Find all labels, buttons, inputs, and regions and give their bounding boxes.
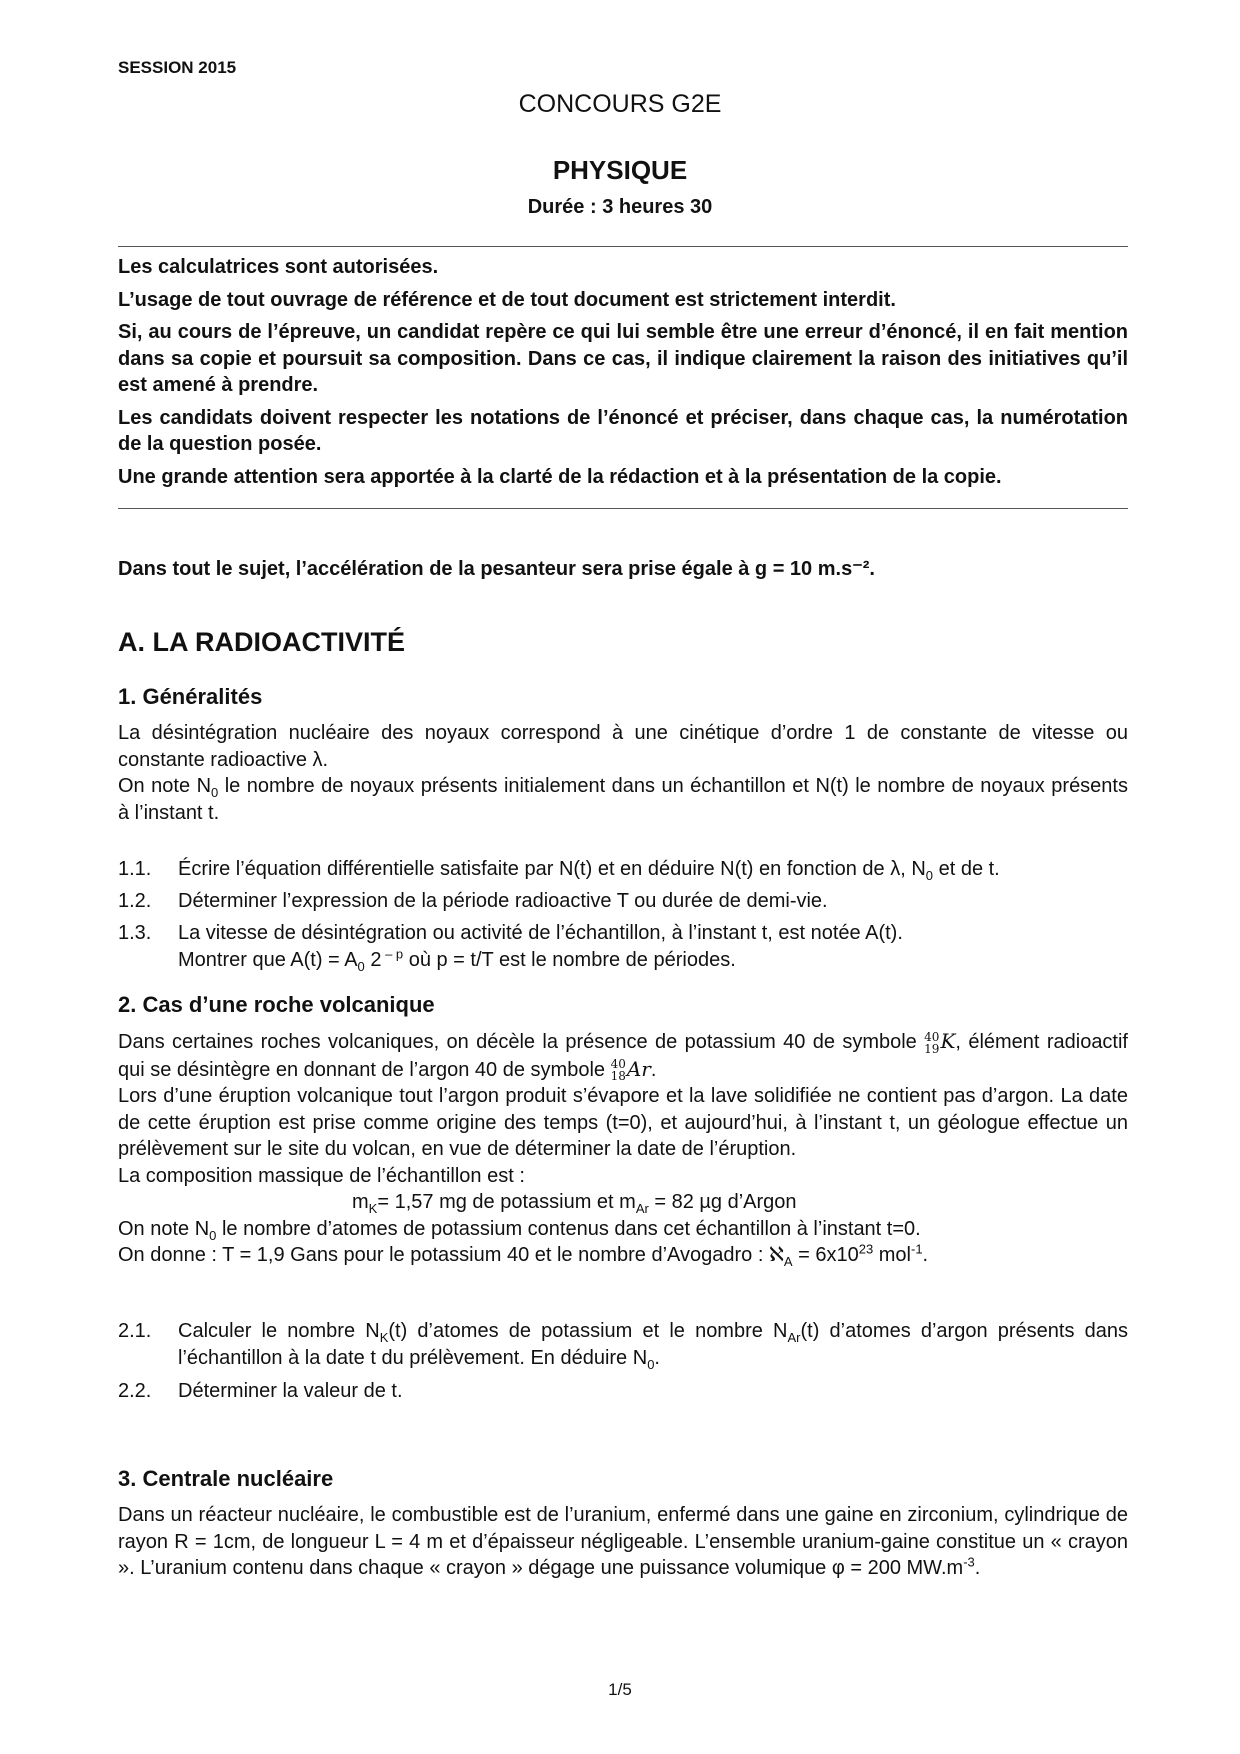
rule-calculators: Les calculatrices sont autorisées.: [118, 256, 439, 278]
question-text: La vitesse de désintégration ou activité de l’échantillon, à l’instant t, est notée A(t). Montrer que $A(t) = A_0$ 2 $^{- p}$ où p = t/T est le nombre de périodes.: [178, 922, 903, 974]
question-2-1: [118, 1318, 1128, 1371]
section-3-title: 3. Centrale nucléaire: [118, 1466, 334, 1491]
concours-title: CONCOURS G2E: [518, 90, 722, 118]
section-2-paragraph-4: On note $N_0$ le nombre d’atomes de potassium contenus dans cet échantillon à l’instant t=0.: [118, 1217, 921, 1243]
page-number: 1/5: [608, 1680, 632, 1699]
question-number: 2.1.: [118, 1320, 152, 1342]
section-2-intro: [118, 1028, 1128, 1269]
section-1-paragraph-1: La désintégration nucléaire des noyaux correspond à une cinétique d’ordre 1 de constante de vitesse ou constante radioactive λ.: [118, 722, 1128, 771]
section-2-paragraph-1: Dans certaines roches volcaniques, on décèle la présence de potassium 40 de symbole 40 19K, élément radioactif qui se désintègre en donnant de l’argon 40 de symbole 40 18Ar.: [118, 1029, 1128, 1083]
question-2-2: [118, 1378, 1128, 1405]
section-3-paragraph-1: Dans un réacteur nucléaire, le combustible est de l’uranium, enfermé dans une gaine en zirconium, cylindrique de rayon R = 1cm, de longueur L = 4 m et d’épaisseur négligeable. L’ensemble uranium-gaine constitue un « crayon ». L’uranium contenu dans chaque « crayon » dégage une puissance volumique φ = 200 $MW.m^{-3}$.: [118, 1504, 1128, 1579]
rule-documents: L’usage de tout ouvrage de référence et de tout document est strictement interdit.: [118, 288, 896, 311]
question-number: 2.2.: [118, 1380, 152, 1402]
sample-composition: $m_K= 1,57$ mg de potassium et $m_{Ar} = 82$ µg d’Argon: [352, 1191, 797, 1216]
duration-label: Durée : 3 heures 30: [527, 196, 713, 218]
section-1-intro: [118, 720, 1128, 826]
section-1-paragraph-2: On note $N_0$ le nombre de noyaux présents initialement dans un échantillon et N(t) le nombre de noyaux présents à l’instant t.: [118, 775, 1128, 824]
question-text: Écrire l’équation différentielle satisfaite par N(t) et en déduire N(t) en fonction de λ, $N_0$ et de t.: [178, 858, 1000, 883]
question-1-3: [118, 920, 1128, 973]
section-2-paragraph-2: Lors d’une éruption volcanique tout l’argon produit s’évapore et la lave solidifiée ne contient pas d’argon. La date de cette éruption est prise comme origine des temps (t=0), et aujourd’hui, à l’instant t, un géologue effectue un prélèvement sur le site du volcan, en vue de déterminer la date de l’éruption.: [118, 1085, 1128, 1160]
rule-presentation: Une grande attention sera apportée à la clarté de la rédaction et à la présentation de la copie.: [118, 465, 1002, 488]
section-2-paragraph-3: La composition massique de l’échantillon est :: [118, 1164, 525, 1187]
top-divider: [118, 246, 1128, 247]
gravity-note: Dans tout le sujet, l’accélération de la pesanteur sera prise égale à g = 10 m.s⁻².: [118, 558, 875, 580]
argon-isotope-symbol: 40 18Ar: [610, 1056, 651, 1083]
part-a-title: A. LA RADIOACTIVITÉ: [118, 627, 405, 657]
session-label: SESSION 2015: [118, 58, 237, 77]
subject-title: PHYSIQUE: [552, 155, 688, 185]
question-number: 1.1.: [118, 858, 152, 880]
potassium-isotope-symbol: 40 19K: [924, 1029, 956, 1056]
bottom-divider: [118, 508, 1128, 509]
question-1-1: [118, 856, 1128, 883]
section-2-title: 2. Cas d’une roche volcanique: [118, 992, 435, 1017]
question-text: Déterminer la valeur de t.: [178, 1380, 403, 1402]
question-text: Calculer le nombre $N_K(t)$ d’atomes de potassium et le nombre $N_{Ar}(t)$ d’atomes d’argon présents dans l’échantillon à la date t du prélèvement. En déduire $N_0$.: [178, 1320, 1129, 1372]
section-3-intro: [118, 1502, 1128, 1582]
section-1-title: 1. Généralités: [118, 684, 263, 709]
question-number: 1.2.: [118, 890, 152, 912]
rule-errors: Si, au cours de l’épreuve, un candidat repère ce qui lui semble être une erreur d’énoncé, il en fait mention dans sa copie et poursuit sa composition. Dans ce cas, il indique clairement la raison des initiatives qu’il est amené à prendre.: [118, 321, 1128, 396]
exam-rules: [118, 254, 1128, 496]
section-2-paragraph-5: On donne : T = 1,9 Gans pour le potassium 40 et le nombre d’Avogadro : ℵ$_A$ = $6x10^{23}$ mol$^{-1}$.: [118, 1241, 929, 1269]
question-1-2: [118, 888, 1128, 915]
question-text: Déterminer l’expression de la période radioactive T ou durée de demi-vie.: [178, 890, 828, 912]
question-number: 1.3.: [118, 922, 152, 944]
rule-notations: Les candidats doivent respecter les notations de l’énoncé et préciser, dans chaque cas, la numérotation de la question posée.: [118, 406, 1128, 455]
